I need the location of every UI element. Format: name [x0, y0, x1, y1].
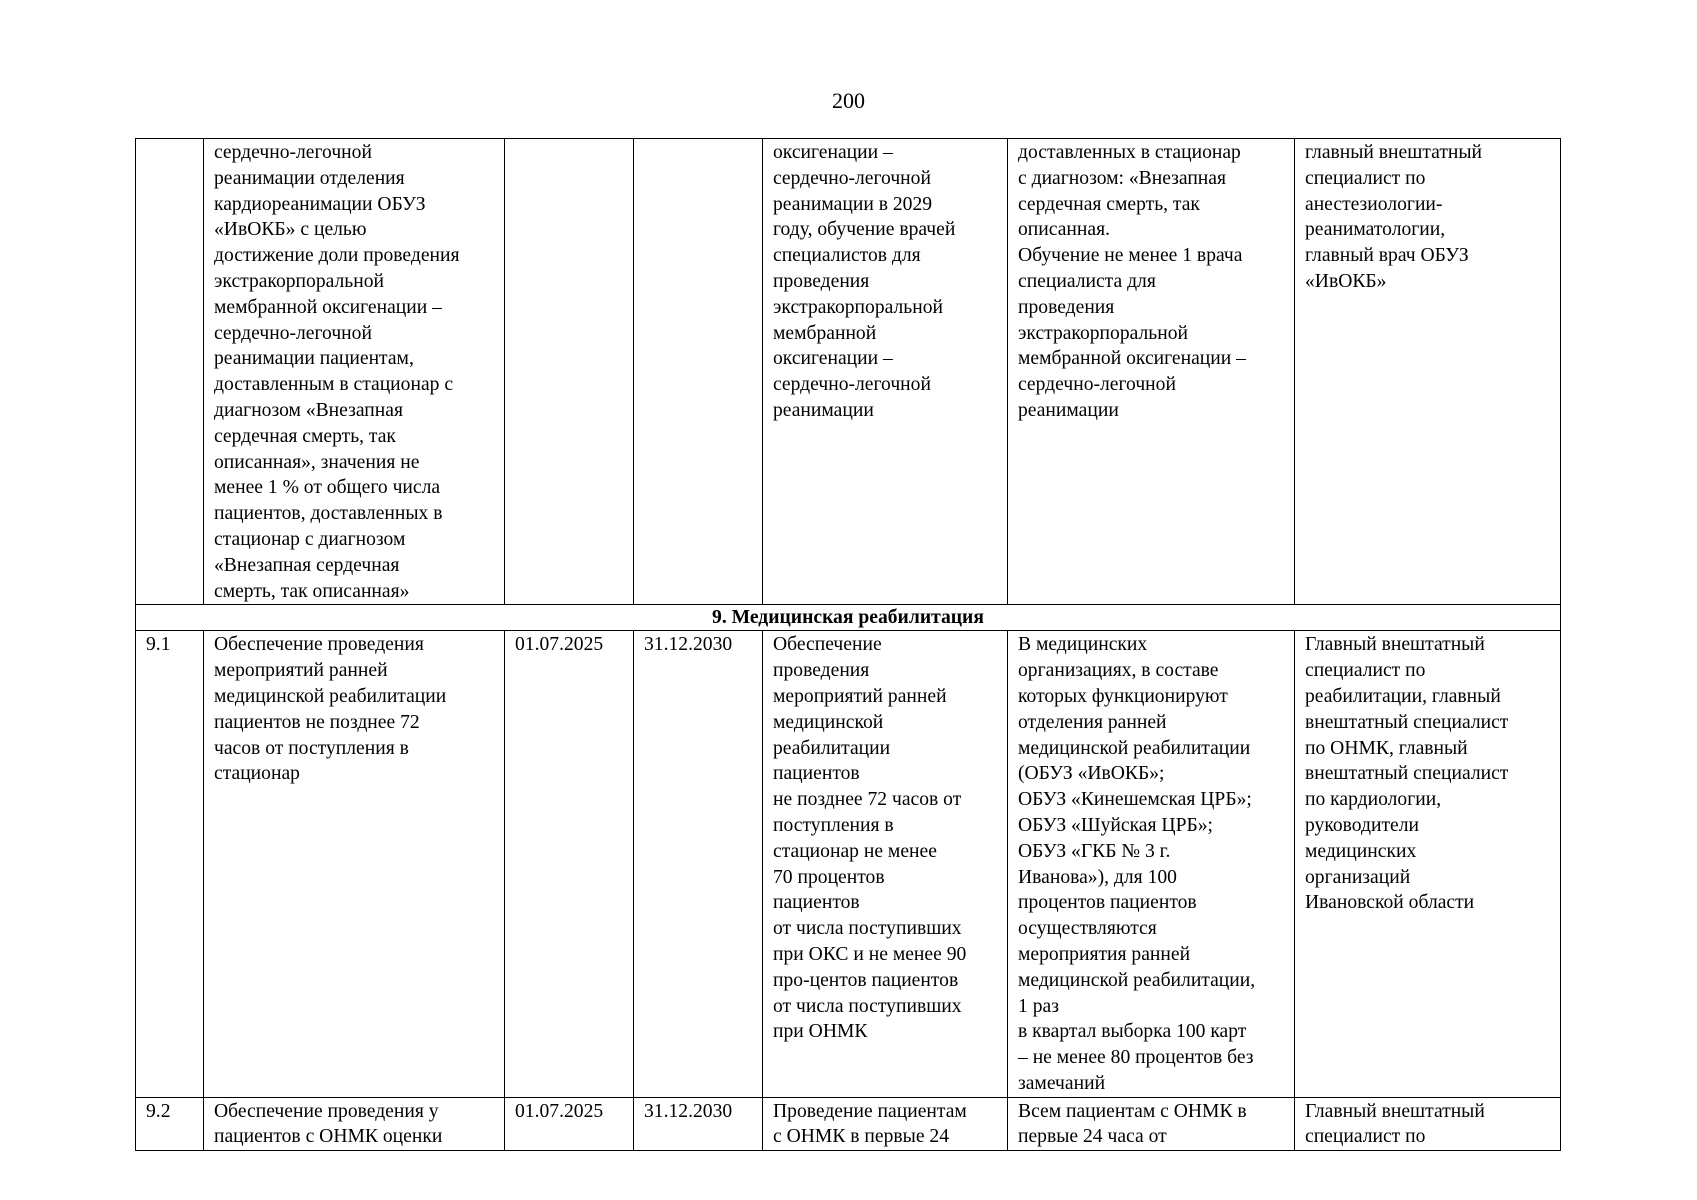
start-date-cell	[505, 139, 634, 605]
end-date-cell: 31.12.2030	[634, 1097, 763, 1151]
activity-cell: сердечно-легочной реанимации отделения кардиореанимации ОБУЗ «ИвОКБ» с целью достижение доли проведения экстракорпоральной мембранной оксигенации – сердечно-легочной реанимации пациентам, доставленным в стационар с диагнозом «Внезапная сердечная смерть, так описанная», значения не менее 1 % от общего числа пациентов, доставленных в стационар с диагнозом «Внезапная сердечная смерть, так описанная»	[204, 139, 505, 605]
table-row	[136, 139, 1561, 605]
activity-cell: Обеспечение проведения мероприятий ранней медицинской реабилитации пациентов не позднее 72 часов от поступления в стационар	[204, 631, 505, 1097]
section-title: 9. Медицинская реабилитация	[136, 605, 1561, 631]
result-cell: оксигенации – сердечно-легочной реанимации в 2029 году, обучение врачей специалистов для проведения экстракорпоральной мембранной оксигенации – сердечно-легочной реанимации	[763, 139, 1008, 605]
responsible-cell: главный внештатный специалист по анестезиологии- реаниматологии, главный врач ОБУЗ «ИвОКБ»	[1295, 139, 1561, 605]
activity-cell: Обеспечение проведения у пациентов с ОНМК оценки	[204, 1097, 505, 1151]
start-date-cell: 01.07.2025	[505, 1097, 634, 1151]
end-date-cell	[634, 139, 763, 605]
page-number: 200	[832, 88, 865, 113]
section-header-row	[136, 605, 1561, 631]
plan-table	[135, 138, 1561, 1151]
row-number-cell	[136, 139, 204, 605]
result-cell: Обеспечение проведения мероприятий ранней медицинской реабилитации пациентов не позднее 72 часов от поступления в стационар не менее 70 процентов пациентов от числа поступивших при ОКС и не менее 90 про-центов пациентов от числа поступивших при ОНМК	[763, 631, 1008, 1097]
table-row	[136, 631, 1561, 1097]
result-cell: Проведение пациентам с ОНМК в первые 24	[763, 1097, 1008, 1151]
row-number-cell: 9.2	[136, 1097, 204, 1151]
indicator-cell: В медицинских организациях, в составе которых функционируют отделения ранней медицинской реабилитации (ОБУЗ «ИвОКБ»; ОБУЗ «Кинешемская ЦРБ»; ОБУЗ «Шуйская ЦРБ»; ОБУЗ «ГКБ № 3 г. Иванова»), для 100 процентов пациентов осуществляются мероприятия ранней медицинской реабилитации, 1 раз в квартал выборка 100 карт – не менее 80 процентов без замечаний	[1008, 631, 1295, 1097]
table-row	[136, 1097, 1561, 1151]
responsible-cell: Главный внештатный специалист по	[1295, 1097, 1561, 1151]
row-number-cell: 9.1	[136, 631, 204, 1097]
end-date-cell: 31.12.2030	[634, 631, 763, 1097]
indicator-cell: Всем пациентам с ОНМК в первые 24 часа от	[1008, 1097, 1295, 1151]
responsible-cell: Главный внештатный специалист по реабилитации, главный внештатный специалист по ОНМК, главный внештатный специалист по кардиологии, руководители медицинских организаций Ивановской области	[1295, 631, 1561, 1097]
start-date-cell: 01.07.2025	[505, 631, 634, 1097]
indicator-cell: доставленных в стационар с диагнозом: «Внезапная сердечная смерть, так описанная. Обучение не менее 1 врача специалиста для проведения экстракорпоральной мембранной оксигенации – сердечно-легочной реанимации	[1008, 139, 1295, 605]
